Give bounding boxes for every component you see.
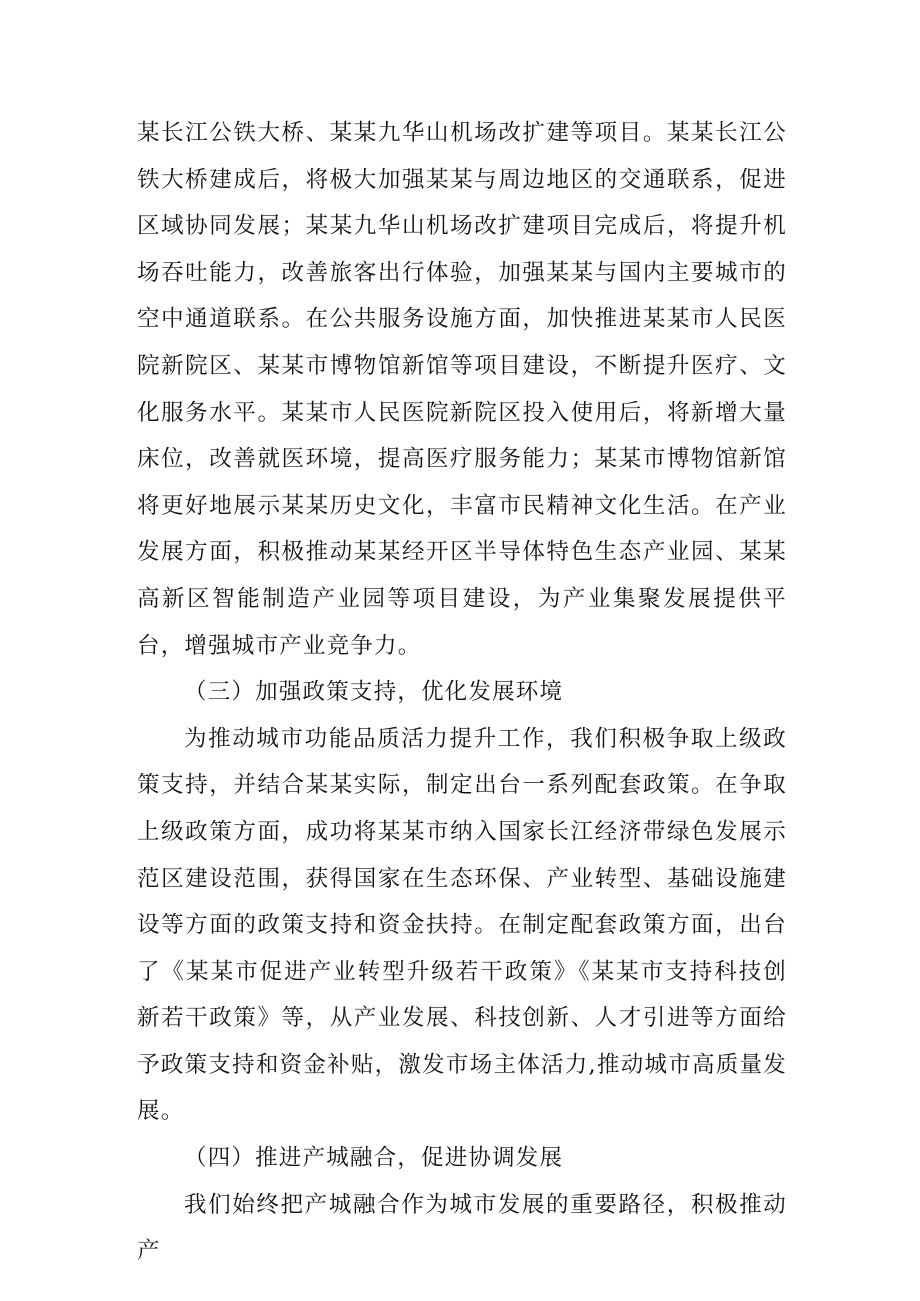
- section-heading-3: （三）加强政策支持，优化发展环境: [184, 679, 564, 706]
- section-heading-4: （四）推进产城融合，促进协调发展: [184, 1145, 564, 1172]
- paragraph-infrastructure: 某长江公铁大桥、某某九华山机场改扩建等项目。某某长江公铁大桥建成后，将极大加强某某与周边地区的交通联系，促进区域协同发展；某某九华山机场改扩建项目完成后，将提升机场吞吐能力，改善旅客出行体验，加强某某与国内主要城市的空中通道联系。在公共服务设施方面，加快推进某某市人民医院新院区、某某市博物馆新馆等项目建设，不断提升医疗、文化服务水平。某某市人民医院新院区投入使用后，将新增大量床位，改善就医环境，提高医疗服务能力；某某市博物馆新馆将更好地展示某某历史文化，丰富市民精神文化生活。在产业发展方面，积极推动某某经开区半导体特色生态产业园、某某高新区智能制造产业园等项目建设，为产业集聚发展提供平台，增强城市产业竞争力。: [137, 120, 787, 659]
- paragraph-integration: 我们始终把产城融合作为城市发展的重要路径，积极推动产: [137, 1191, 787, 1265]
- document-body: [137, 110, 787, 1275]
- paragraph-policy: 为推动城市功能品质活力提升工作，我们积极争取上级政策支持，并结合某某实际，制定出台一系列配套政策。在争取上级政策方面，成功将某某市纳入国家长江经济带绿色发展示范区建设范围，获得国家在生态环保、产业转型、基础设施建设等方面的政策支持和资金扶持。在制定配套政策方面，出台了《某某市促进产业转型升级若干政策》《某某市支持科技创新若干政策》等，从产业发展、科技创新、人才引进等方面给予政策支持和资金补贴，激发市场主体活力,推动城市高质量发展。: [137, 725, 787, 1125]
